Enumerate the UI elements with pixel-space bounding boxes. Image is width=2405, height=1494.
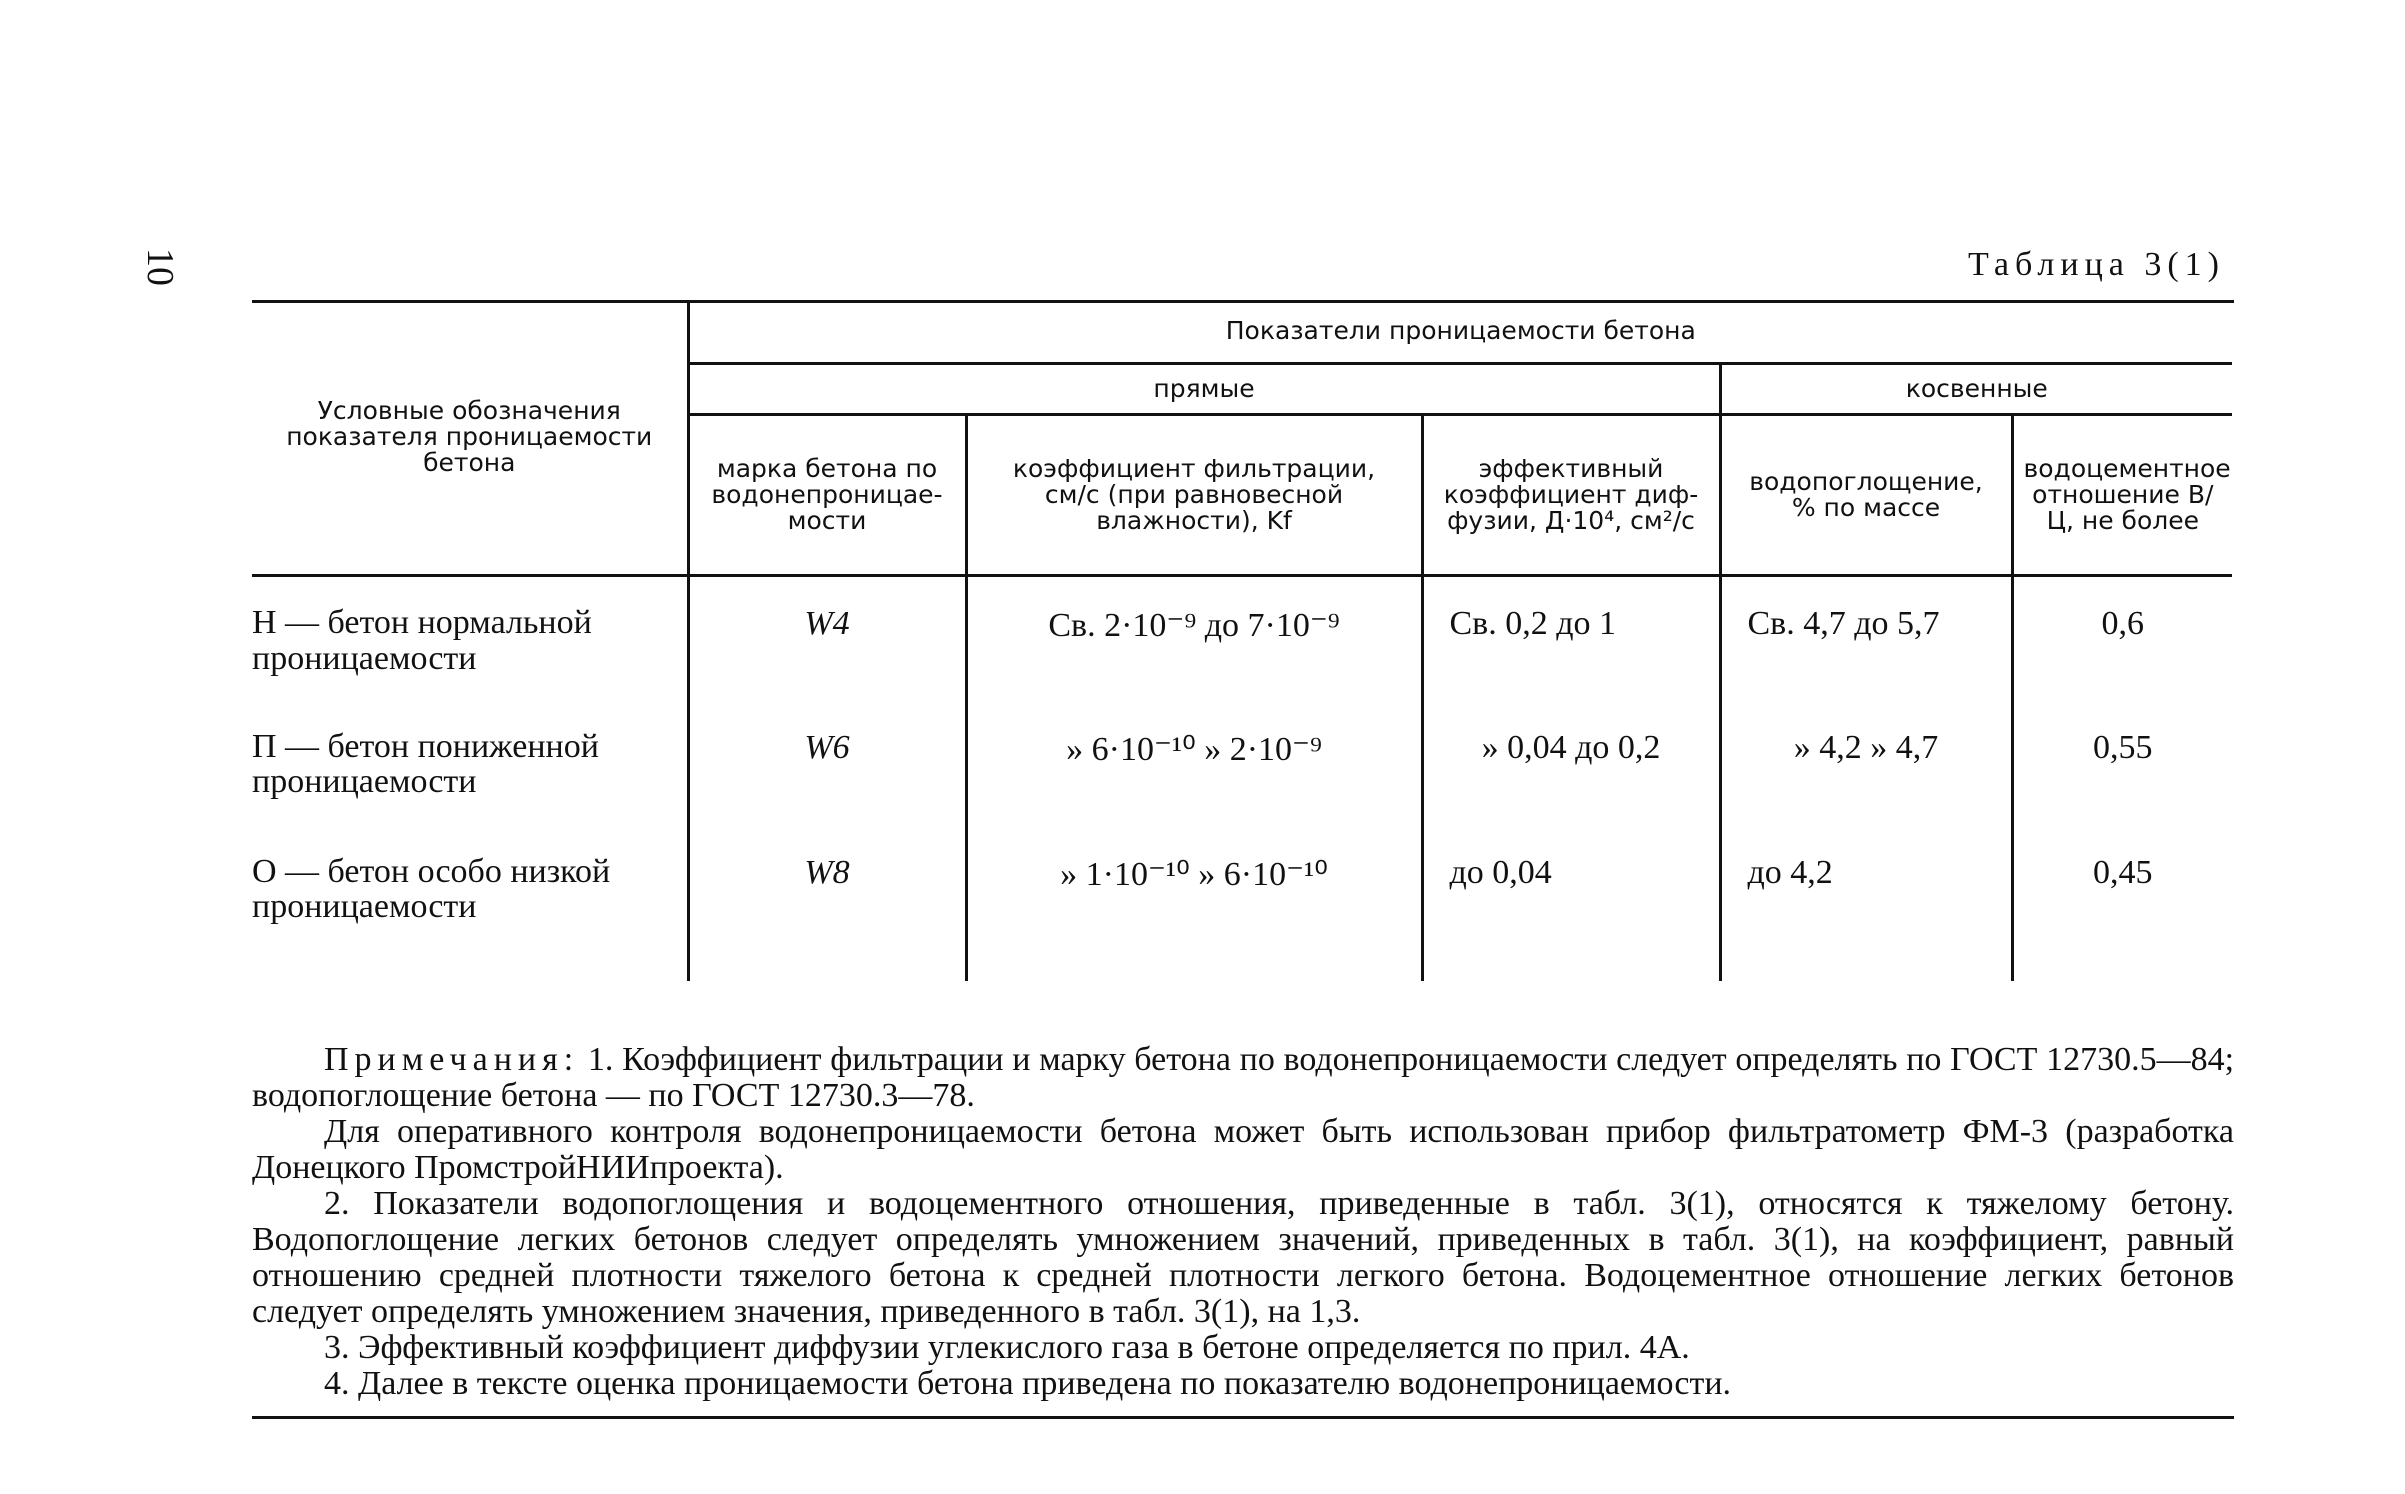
designation-line: проницаемости [252,639,477,677]
designation-line: П — бетон пониженной [252,727,599,765]
table-row [252,826,2232,981]
grade-cell: W6 [688,701,966,826]
absorption-cell: Св. 4,7 до 5,7 [1720,576,2012,701]
table-row [252,576,2232,701]
note-4: 4. Далее в тексте оценка проницаемости бетона приведена по показателю водонепроницаемости. [324,1365,1732,1402]
permeability-table [252,300,2232,981]
wc-ratio-cell: 0,45 [2012,826,2232,981]
absorption-cell: » 4,2 » 4,7 [1720,701,2012,826]
absorption-column-header: водопоглощение, % по массе [1720,415,2012,576]
indirect-header: косвенные [1720,364,2232,415]
page-number: 10 [139,248,181,286]
diffusion-cell: до 0,04 [1422,826,1720,981]
wc-ratio-cell: 0,6 [2012,576,2232,701]
designation-cell [252,826,688,981]
diffusion-cell: Св. 0,2 до 1 [1422,576,1720,701]
notes-label: Примечания: [324,1041,580,1078]
designation-header: Условные обозначения показателя проницаемости бетона [252,300,688,576]
note-1 [252,1042,2234,1114]
designation-line: Н — бетон нормальной [252,604,592,641]
note-1b: Для оперативного контроля водонепроницаемости бетона может быть использован прибор фильтратометр ФМ-3 (разработка Донецкого ПромстройНИИпроекта). [252,1113,2234,1186]
direct-header: прямые [688,364,1720,415]
designation-cell [252,576,688,701]
table-title: Таблица 3(1) [1967,246,2225,283]
note-3: 3. Эффективный коэффициент диффузии углекислого газа в бетоне определяется по прил. 4А. [324,1329,1690,1366]
grade-cell: W8 [688,826,966,981]
designation-line: проницаемости [252,763,477,801]
designation-line: проницаемости [252,888,477,926]
group-header: Показатели проницаемости бетона [688,300,2232,364]
table-row [252,701,2232,826]
note-2: 2. Показатели водопоглощения и водоцементного отношения, приведенные в табл. 3(1), относятся к тяжелому бетону. Водопоглощение легких бетонов следует определять умножением значений, приведенных в табл. 3(1), на коэффициент, равный отношению средней плотности тяжелого бетона к средней плотности легкого бетона. Водоцементное отношение легких бетонов следует определять умножением значения, приведенного в табл. 3(1), на 1,3. [252,1185,2234,1330]
bottom-rule [252,1416,2234,1419]
filtration-column-header: коэффициент фильтрации, см/с (при равновесной влажности), Kf [966,415,1422,576]
filtration-cell: Св. 2·10⁻⁹ до 7·10⁻⁹ [966,576,1422,701]
diffusion-cell: » 0,04 до 0,2 [1422,701,1720,826]
wc-ratio-cell: 0,55 [2012,701,2232,826]
note-1-text: 1. Коэффициент фильтрации и марку бетона по водонепроницаемости следует определять по ГОСТ 12730.5—84; водопоглощение бетона — по ГОСТ 12730.3—78. [252,1041,2235,1114]
designation-cell [252,701,688,826]
grade-cell: W4 [688,576,966,701]
grade-column-header: марка бетона по водонепроницае-мости [688,415,966,576]
absorption-cell: до 4,2 [1720,826,2012,981]
wc-ratio-column-header: водоцементное отношение В/Ц, не более [2012,415,2232,576]
filtration-cell: » 6·10⁻¹⁰ » 2·10⁻⁹ [966,701,1422,826]
diffusion-column-header: эффективный коэффициент диф-фузии, Д·10⁴, см²/с [1422,415,1720,576]
filtration-cell: » 1·10⁻¹⁰ » 6·10⁻¹⁰ [966,826,1422,981]
designation-line: О — бетон особо низкой [252,852,611,890]
notes [252,1042,2234,1402]
